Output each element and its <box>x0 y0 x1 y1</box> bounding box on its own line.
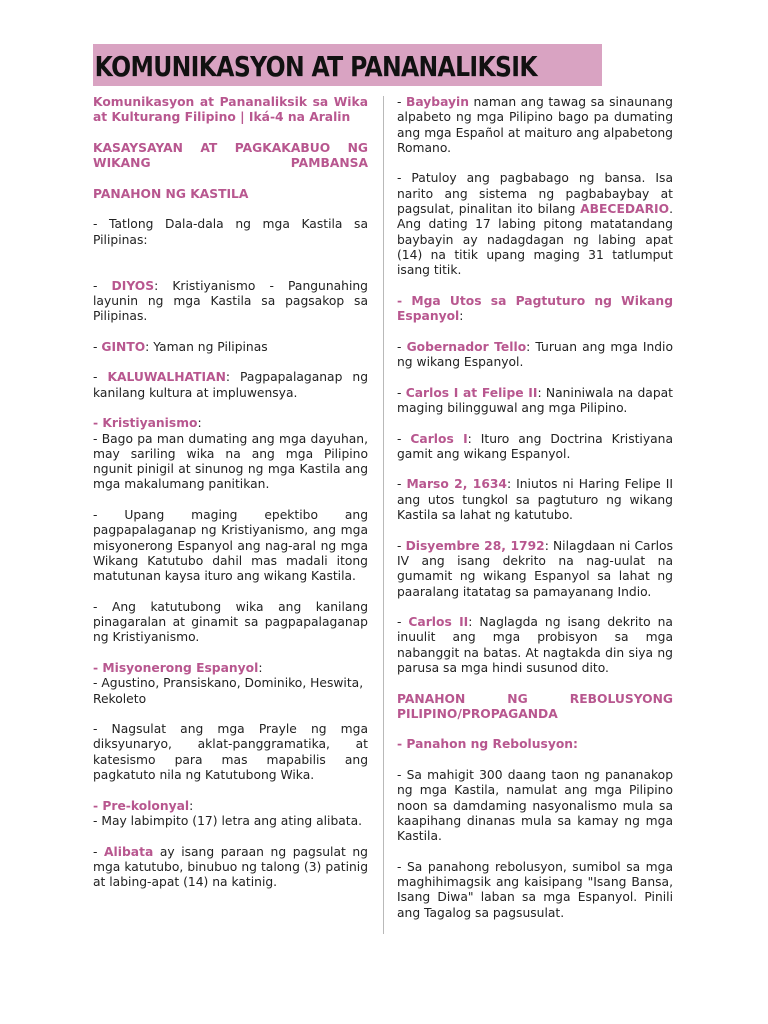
paragraph-kristiyanismo: - Bago pa man dumating ang mga dayuhan, may sariling wika na ang mga Pilipino ngunit pinigil at sinunog ng mga Kastila ang mga makalumang panitikan. <box>93 431 368 492</box>
term-marso: Marso 2, 1634 <box>406 477 507 492</box>
paragraph-misyonerong-label: - Misyonerong Espanyol: <box>93 660 263 675</box>
term-ginto: GINTO <box>101 339 146 354</box>
paragraph-gobernador: - Gobernador Tello: Turuan ang mga Indio ng wikang Espanyol. <box>397 339 673 370</box>
page-title: KOMUNIKASYON AT PANANALIKSIK <box>94 50 537 83</box>
paragraph-pre-kolonyal: - May labimpito (17) letra ang ating alibata. <box>93 813 363 828</box>
paragraph-ang-katutubong: - Ang katutubong wika ang kanilang pinagaralan at ginamit sa pagpapalaganap ng Kristiyanismo. <box>93 599 368 645</box>
term-carlos-i: Carlos I <box>410 431 468 446</box>
paragraph-misyonerong: - Agustino, Pransiskano, Dominiko, Heswita, Rekoleto <box>93 676 364 706</box>
paragraph-diyos: - DIYOS: Kristiyanismo - Pangunahing layunin ng mga Kastila sa pagsakop sa Pilipinas. <box>93 278 368 324</box>
paragraph-carlos-i: - Carlos I: Ituro ang Doctrina Kristiyana gamit ang wikang Espanyol. <box>397 431 673 461</box>
term-abecedario: ABECEDARIO <box>580 202 670 217</box>
paragraph-mga-utos: - Mga Utos sa Pagtuturo ng Wikang Espanyol: <box>397 293 673 324</box>
term-carlos-ii: Carlos II <box>408 615 469 630</box>
paragraph-carlos-felipe: - Carlos I at Felipe II: Naniniwala na dapat maging bilingguwal ang mga Pilipino. <box>397 385 673 415</box>
term-carlos-felipe: Carlos I at Felipe II <box>405 385 538 400</box>
column-divider <box>383 96 384 934</box>
paragraph-kristiyanismo-label: - Kristiyanismo: <box>93 416 202 431</box>
paragraph-tatlong: - Tatlong Dala-dala ng mga Kastila sa Pilipinas: <box>93 217 368 247</box>
paragraph-carlos-ii: - Carlos II: Naglagda ng isang dekrito na inuulit ang mga probisyon sa mga nabanggit na batas. At nagtakda din siya ng parusa sa mga hindi susunod dito. <box>397 615 673 675</box>
paragraph-alibata: - Alibata ay isang paraan ng pagsulat ng mga katutubo, binubuo ng talong (3) patinig at labing-apat (14) na katinig. <box>93 844 368 890</box>
term-alibata: Alibata <box>104 844 154 859</box>
term-disyembre: Disyembre 28, 1792 <box>405 538 545 553</box>
paragraph-pre-kolonyal-label: - Pre-kolonyal: <box>93 798 194 813</box>
section-heading-panahon-rebolusyon: - Panahon ng Rebolusyon: <box>397 737 578 752</box>
section-heading-kastila: PANAHON NG KASTILA <box>93 186 249 201</box>
paragraph-ginto: - GINTO: Yaman ng Pilipinas <box>93 339 268 354</box>
term-kaluwalhatian: KALUWALHATIAN <box>107 370 226 385</box>
paragraph-sa-panahong: - Sa panahong rebolusyon, sumibol sa mga maghihimagsik ang kaisipang "Isang Bansa, Isang Diwa" laban sa mga Espanyol. Pinili ang Tagalog sa pagsusulat. <box>397 859 673 920</box>
paragraph-sa-mahigit: - Sa mahigit 300 daang taon ng pananakop ng mga Kastila, namulat ang mga Pilipino noon sa damdaming nasyonalismo mula sa kaapihang dinanas mula sa kamay ng mga Kastila. <box>397 768 673 844</box>
right-column <box>397 95 673 936</box>
lesson-subtitle: Komunikasyon at Pananaliksik sa Wika at Kulturang Filipino | Iká-4 na Aralin <box>93 95 368 125</box>
paragraph-nagsulat: - Nagsulat ang mga Prayle ng mga diksyunaryo, aklat-panggramatika, at katesismo para mas mapabilis ang pagkatuto nila ng Katutubong Wika. <box>93 722 368 783</box>
paragraph-upang: - Upang maging epektibo ang pagpapalaganap ng Kristiyanismo, ang mga misyonerong Espanyol ang nag-aral ng mga Wikang Katutubo dahil mas madali itong matutunan kaysa ituro ang wikang Kastila. <box>93 508 368 584</box>
left-column <box>93 95 368 906</box>
term-pre-kolonyal: - Pre-kolonyal <box>93 798 190 813</box>
term-mga-utos: - Mga Utos sa Pagtuturo ng Wikang Espanyol <box>397 293 673 324</box>
term-gobernador: Gobernador Tello <box>406 339 527 354</box>
section-heading-kasaysayan: KASAYSAYAN AT PAGKAKABUO NG WIKANG PAMBANSA <box>93 140 368 171</box>
section-heading-rebolusyon: PANAHON NG REBOLUSYONG PILIPINO/PROPAGANDA <box>397 691 673 721</box>
term-kristiyanismo: - Kristiyanismo <box>93 416 198 431</box>
paragraph-baybayin: - Baybayin naman ang tawag sa sinaunang alpabeto ng mga Pilipino bago pa dumating ang mga Español at maituro ang alpabetong Romano. <box>397 95 673 155</box>
term-misyonerong: - Misyonerong Espanyol <box>93 660 259 675</box>
paragraph-disyembre: - Disyembre 28, 1792: Nilagdaan ni Carlos IV ang isang dekrito na nag-uulat na gumamit ng wikang Espanyol sa lahat ng paaralang itatatag sa pamayanang Indio. <box>397 538 673 599</box>
term-diyos: DIYOS <box>111 278 155 293</box>
paragraph-patuloy: - Patuloy ang pagbabago ng bansa. Isa narito ang sistema ng pagbabaybay at pagsulat, pinalitan ito bilang ABECEDARIO. Ang dating 17 labing pitong matatandang baybayin ay nadagdagan ng labing apat (14) na titik upang maging 31 tatlumput isang titik. <box>397 171 673 278</box>
title-banner <box>93 44 602 86</box>
term-baybayin: Baybayin <box>405 95 469 109</box>
paragraph-kaluwalhatian: - KALUWALHATIAN: Pagpapalaganap ng kanilang kultura at impluwensya. <box>93 370 368 400</box>
paragraph-marso: - Marso 2, 1634: Iniutos ni Haring Felipe II ang utos tungkol sa pagtuturo ng wikang Kastila sa lahat ng katutubo. <box>397 477 673 523</box>
